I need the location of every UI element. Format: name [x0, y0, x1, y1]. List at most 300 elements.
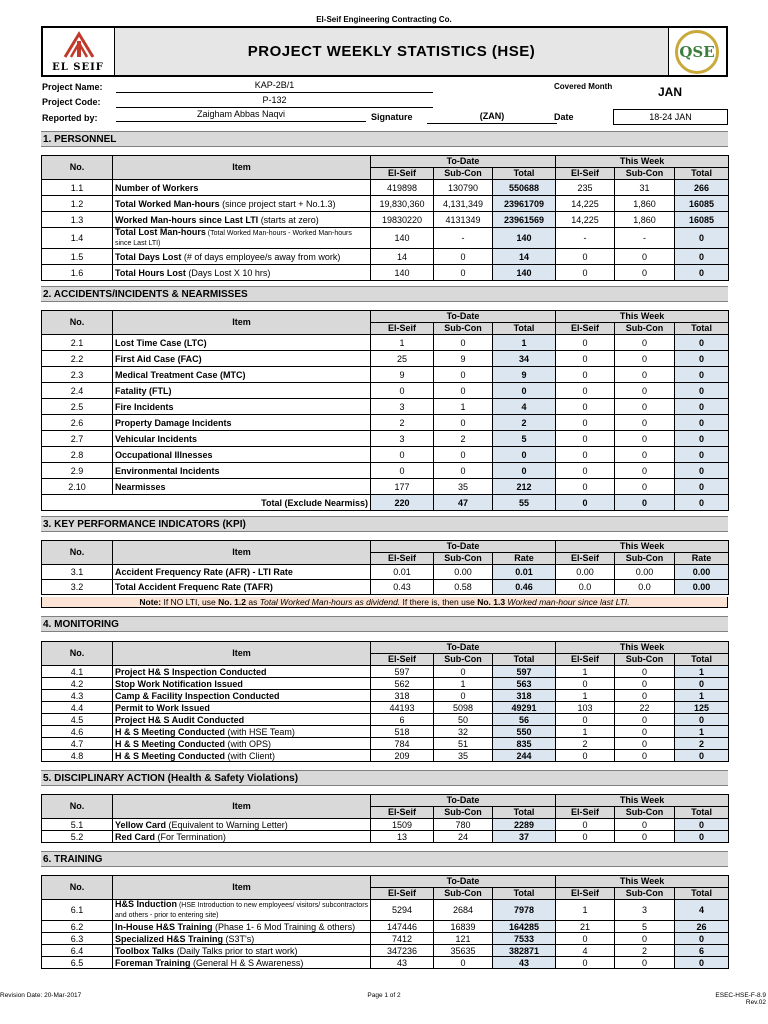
row-item: [113, 750, 371, 762]
doc-code: [715, 992, 766, 1006]
item-note: (For Termination): [155, 831, 226, 842]
todate-subcon: 16839: [434, 921, 493, 933]
week-total: 0: [675, 335, 729, 351]
week-elseif: -: [556, 228, 615, 249]
todate-elseif: 562: [371, 678, 434, 690]
week-subcon: 0: [615, 690, 675, 702]
week-subcon: 0: [615, 463, 675, 479]
row-number: 6.5: [42, 957, 113, 969]
item-bold: Nearmisses: [115, 481, 166, 492]
todate-subcon: -: [434, 228, 493, 249]
todate-elseif: 0.43: [371, 580, 434, 595]
total-header-week: Total: [675, 888, 729, 900]
todate-elseif: 0.01: [371, 565, 434, 580]
doc-number: ESEC-HSE-F-8.9: [715, 992, 766, 999]
section-training-title: 6. TRAINING: [41, 851, 728, 867]
week-total: 16085: [675, 212, 729, 228]
table-header-row: [42, 541, 729, 553]
todate-subcon: 0.00: [434, 565, 493, 580]
week-elseif: 0: [556, 399, 615, 415]
total-value: 220: [371, 495, 434, 511]
monitoring-table: [41, 641, 729, 762]
subcon-header-week: Sub-Con: [615, 553, 675, 565]
todate-total: 37: [493, 831, 556, 843]
rate-header-todate: Rate: [493, 553, 556, 565]
week-elseif: 0: [556, 957, 615, 969]
item-small-note: (HSE Introduction to new employees/ visitors/ subcontractors and others - prior to entering site): [115, 902, 369, 919]
thisweek-header: This Week: [556, 541, 729, 553]
item-header: Item: [113, 876, 371, 900]
row-number: 4.1: [42, 666, 113, 678]
table-row: [42, 690, 729, 702]
item-bold: Project H& S Inspection Conducted: [115, 666, 267, 677]
week-elseif: 0: [556, 265, 615, 281]
table-row: [42, 335, 729, 351]
todate-elseif: 209: [371, 750, 434, 762]
item-bold: Camp & Facility Inspection Conducted: [115, 690, 280, 701]
todate-total: 140: [493, 265, 556, 281]
table-row: [42, 957, 729, 969]
row-number: 1.2: [42, 196, 113, 212]
kpi-note: [41, 597, 728, 608]
todate-elseif: 13: [371, 831, 434, 843]
row-item: [113, 415, 371, 431]
subcon-header-week: Sub-Con: [615, 168, 675, 180]
week-total: 1: [675, 690, 729, 702]
week-subcon: 0: [615, 367, 675, 383]
week-subcon: 22: [615, 702, 675, 714]
row-item: [113, 690, 371, 702]
todate-total: 4: [493, 399, 556, 415]
week-subcon: 0: [615, 383, 675, 399]
item-bold: Environmental Incidents: [115, 465, 220, 476]
todate-subcon: 0: [434, 415, 493, 431]
todate-total: 835: [493, 738, 556, 750]
week-total: 0: [675, 933, 729, 945]
table-row: [42, 249, 729, 265]
table-row: [42, 900, 729, 921]
todate-elseif: 6: [371, 714, 434, 726]
item-bold: Occupational Illnesses: [115, 449, 213, 460]
todate-elseif: 1: [371, 335, 434, 351]
todate-subcon: 50: [434, 714, 493, 726]
table-row: [42, 580, 729, 595]
todate-total: 2: [493, 415, 556, 431]
row-number: 4.3: [42, 690, 113, 702]
week-subcon: 0: [615, 726, 675, 738]
company-name: El-Seif Engineering Contracting Co.: [316, 15, 452, 24]
week-total: 0: [675, 463, 729, 479]
todate-elseif: 3: [371, 399, 434, 415]
row-number: 4.2: [42, 678, 113, 690]
todate-subcon: 0: [434, 690, 493, 702]
todate-total: 14: [493, 249, 556, 265]
row-item: [113, 831, 371, 843]
row-item: [113, 580, 371, 595]
subcon-header-todate: Sub-Con: [434, 323, 493, 335]
row-item: [113, 702, 371, 714]
todate-total: 0: [493, 383, 556, 399]
row-item: [113, 945, 371, 957]
elseif-header-week: El-Seif: [556, 323, 615, 335]
week-total: 4: [675, 900, 729, 921]
project-code-value: P-132: [116, 95, 433, 108]
week-total: 0: [675, 249, 729, 265]
week-subcon: 1,860: [615, 196, 675, 212]
todate-header: To-Date: [371, 541, 556, 553]
table-row: [42, 479, 729, 495]
row-number: 6.2: [42, 921, 113, 933]
qse-seal-icon: [675, 30, 719, 74]
item-bold: Medical Treatment Case (MTC): [115, 369, 246, 380]
table-header-row: [42, 311, 729, 323]
todate-subcon: 4,131,349: [434, 196, 493, 212]
week-total: 0: [675, 957, 729, 969]
project-name-label: Project Name:: [42, 82, 103, 92]
todate-subcon: 35: [434, 479, 493, 495]
week-subcon: 0: [615, 479, 675, 495]
item-bold: H & S Meeting Conducted: [115, 750, 225, 761]
item-note: (S3T's): [223, 933, 255, 944]
week-elseif: 0: [556, 750, 615, 762]
todate-total: 550: [493, 726, 556, 738]
todate-elseif: 25: [371, 351, 434, 367]
week-subcon: 0: [615, 819, 675, 831]
item-bold: Total Accident Frequenc Rate (TAFR): [115, 582, 273, 592]
week-total: 0: [675, 265, 729, 281]
elseif-header-todate: El-Seif: [371, 654, 434, 666]
item-note: (General H & S Awareness): [190, 957, 304, 968]
week-elseif: 21: [556, 921, 615, 933]
item-bold: Project H& S Audit Conducted: [115, 714, 245, 725]
doc-revision: Rev.02: [745, 999, 766, 1006]
todate-total: 0: [493, 447, 556, 463]
subcon-header-week: Sub-Con: [615, 323, 675, 335]
table-row: [42, 738, 729, 750]
total-header-todate: Total: [493, 654, 556, 666]
todate-total: 7978: [493, 900, 556, 921]
row-item: [113, 714, 371, 726]
todate-elseif: 177: [371, 479, 434, 495]
total-value: 0: [615, 495, 675, 511]
item-bold: Number of Workers: [115, 182, 199, 193]
item-note: (Phase 1- 6 Mod Training & others): [212, 921, 356, 932]
row-item: [113, 479, 371, 495]
week-total: 0: [675, 750, 729, 762]
row-number: 5.2: [42, 831, 113, 843]
row-item: [113, 399, 371, 415]
todate-elseif: 347236: [371, 945, 434, 957]
week-subcon: 0: [615, 431, 675, 447]
table-row: [42, 933, 729, 945]
week-elseif: 0: [556, 463, 615, 479]
row-item: [113, 228, 371, 249]
item-note: (with Client): [225, 750, 276, 761]
todate-subcon: 0: [434, 447, 493, 463]
todate-subcon: 0: [434, 249, 493, 265]
elseif-header-week: El-Seif: [556, 168, 615, 180]
row-number: 4.7: [42, 738, 113, 750]
item-bold: Lost Time Case (LTC): [115, 337, 207, 348]
no-header: No.: [42, 541, 113, 565]
row-number: 1.1: [42, 180, 113, 196]
row-item: [113, 900, 371, 921]
item-bold: Total Lost Man-hours: [115, 227, 206, 237]
signature-label: Signature: [371, 112, 413, 122]
week-total: 0: [675, 415, 729, 431]
page-title: PROJECT WEEKLY STATISTICS (HSE): [247, 43, 536, 60]
week-subcon: 5: [615, 921, 675, 933]
project-code-label: Project Code:: [42, 97, 101, 107]
item-bold: H&S Induction: [115, 899, 177, 909]
todate-total: 550688: [493, 180, 556, 196]
section-personnel-title: 1. PERSONNEL: [41, 131, 728, 147]
row-number: 1.6: [42, 265, 113, 281]
row-item: [113, 431, 371, 447]
week-subcon: 0: [615, 831, 675, 843]
item-header: Item: [113, 156, 371, 180]
week-elseif: 0: [556, 367, 615, 383]
thisweek-header: This Week: [556, 642, 729, 654]
week-elseif: 0.00: [556, 565, 615, 580]
total-header-week: Total: [675, 168, 729, 180]
total-value: 0: [556, 495, 615, 511]
todate-subcon: 0: [434, 367, 493, 383]
row-item: [113, 726, 371, 738]
table-row: [42, 750, 729, 762]
todate-subcon: 2684: [434, 900, 493, 921]
row-number: 3.1: [42, 565, 113, 580]
row-number: 4.4: [42, 702, 113, 714]
item-bold: Specialized H&S Training: [115, 933, 224, 944]
item-note: (Days Lost X 10 hrs): [185, 267, 271, 278]
subcon-header-week: Sub-Con: [615, 888, 675, 900]
row-item: [113, 738, 371, 750]
reported-by-value: Zaigham Abbas Naqvi: [116, 109, 366, 122]
item-note: (with HSE Team): [225, 726, 295, 737]
week-total: 0: [675, 431, 729, 447]
note-text-5: Worked man-hour since last LTI.: [505, 597, 630, 607]
no-header: No.: [42, 876, 113, 900]
table-row: [42, 212, 729, 228]
todate-total: 140: [493, 228, 556, 249]
week-subcon: 0: [615, 750, 675, 762]
thisweek-header: This Week: [556, 876, 729, 888]
week-subcon: 0: [615, 399, 675, 415]
row-item: [113, 447, 371, 463]
item-bold: Total Worked Man-hours: [115, 198, 220, 209]
kpi-table: [41, 540, 729, 595]
item-bold: Vehicular Incidents: [115, 433, 198, 444]
todate-elseif: 14: [371, 249, 434, 265]
elseif-header-todate: El-Seif: [371, 553, 434, 565]
training-table: [41, 875, 729, 969]
todate-subcon: 35: [434, 750, 493, 762]
week-elseif: 0: [556, 678, 615, 690]
table-row: [42, 383, 729, 399]
report-header: [41, 26, 728, 77]
table-header-row: [42, 795, 729, 807]
total-header-todate: Total: [493, 323, 556, 335]
row-number: 6.4: [42, 945, 113, 957]
table-row: [42, 180, 729, 196]
item-note: (# of days employee/s away from work): [181, 251, 341, 262]
table-row: [42, 714, 729, 726]
row-number: 2.4: [42, 383, 113, 399]
todate-subcon: 121: [434, 933, 493, 945]
section-kpi-title: 3. KEY PERFORMANCE INDICATORS (KPI): [41, 516, 728, 532]
subcon-header-week: Sub-Con: [615, 807, 675, 819]
item-note: (Daily Talks prior to start work): [174, 945, 298, 956]
todate-header: To-Date: [371, 156, 556, 168]
todate-total: 5: [493, 431, 556, 447]
row-item: [113, 933, 371, 945]
week-elseif: 0: [556, 479, 615, 495]
covered-month-label: Covered Month: [554, 82, 613, 91]
week-total: 0: [675, 351, 729, 367]
table-row: [42, 945, 729, 957]
week-subcon: 0: [615, 249, 675, 265]
week-elseif: 0.0: [556, 580, 615, 595]
week-elseif: 0: [556, 415, 615, 431]
note-text-2: as: [245, 597, 260, 607]
item-bold: Accident Frequency Rate (AFR) - LTI Rate: [115, 567, 293, 577]
todate-subcon: 780: [434, 819, 493, 831]
week-elseif: 103: [556, 702, 615, 714]
elseif-header-todate: El-Seif: [371, 807, 434, 819]
subcon-header-todate: Sub-Con: [434, 807, 493, 819]
week-elseif: 0: [556, 831, 615, 843]
week-elseif: 0: [556, 351, 615, 367]
project-name-row: [41, 80, 728, 99]
row-number: 6.1: [42, 900, 113, 921]
week-elseif: 0: [556, 335, 615, 351]
row-item: [113, 565, 371, 580]
table-row: [42, 463, 729, 479]
week-elseif: 0: [556, 249, 615, 265]
week-subcon: 0: [615, 335, 675, 351]
todate-total: 23961569: [493, 212, 556, 228]
item-bold: Total Hours Lost: [115, 267, 186, 278]
row-number: 2.10: [42, 479, 113, 495]
row-number: 2.1: [42, 335, 113, 351]
total-header-todate: Total: [493, 807, 556, 819]
week-elseif: 14,225: [556, 212, 615, 228]
todate-total: 164285: [493, 921, 556, 933]
todate-elseif: 419898: [371, 180, 434, 196]
table-row: [42, 447, 729, 463]
date-value: 18-24 JAN: [613, 109, 728, 125]
todate-elseif: 0: [371, 447, 434, 463]
week-total: 125: [675, 702, 729, 714]
row-item: [113, 249, 371, 265]
no-header: No.: [42, 795, 113, 819]
todate-total: 318: [493, 690, 556, 702]
elseif-header-todate: El-Seif: [371, 323, 434, 335]
todate-elseif: 43: [371, 957, 434, 969]
item-note: (with OPS): [225, 738, 272, 749]
total-header-week: Total: [675, 807, 729, 819]
row-item: [113, 957, 371, 969]
note-ref-1: No. 1.2: [218, 597, 246, 607]
todate-elseif: 7412: [371, 933, 434, 945]
week-subcon: 0: [615, 957, 675, 969]
item-bold: Foreman Training: [115, 957, 191, 968]
week-total: 0: [675, 479, 729, 495]
week-subcon: -: [615, 228, 675, 249]
week-total: 0: [675, 228, 729, 249]
week-total: 16085: [675, 196, 729, 212]
row-item: [113, 463, 371, 479]
thisweek-header: This Week: [556, 311, 729, 323]
item-header: Item: [113, 795, 371, 819]
todate-elseif: 1509: [371, 819, 434, 831]
todate-subcon: 0: [434, 463, 493, 479]
week-total: 0: [675, 367, 729, 383]
week-elseif: 14,225: [556, 196, 615, 212]
item-bold: Fire Incidents: [115, 401, 174, 412]
table-row: [42, 702, 729, 714]
todate-elseif: 0: [371, 383, 434, 399]
week-subcon: 3: [615, 900, 675, 921]
row-item: [113, 383, 371, 399]
week-elseif: 4: [556, 945, 615, 957]
todate-total: 2289: [493, 819, 556, 831]
week-subcon: 0: [615, 265, 675, 281]
todate-elseif: 597: [371, 666, 434, 678]
week-total: 0: [675, 819, 729, 831]
note-ref-2: No. 1.3: [477, 597, 506, 607]
subcon-header-todate: Sub-Con: [434, 888, 493, 900]
week-total: 26: [675, 921, 729, 933]
row-number: 1.4: [42, 228, 113, 249]
row-number: 2.2: [42, 351, 113, 367]
todate-subcon: 0.58: [434, 580, 493, 595]
week-total: 0: [675, 447, 729, 463]
todate-subcon: 9: [434, 351, 493, 367]
week-elseif: 0: [556, 383, 615, 399]
todate-subcon: 130790: [434, 180, 493, 196]
week-subcon: 0.00: [615, 565, 675, 580]
todate-elseif: 784: [371, 738, 434, 750]
todate-total: 212: [493, 479, 556, 495]
row-item: [113, 212, 371, 228]
note-label: Note:: [139, 597, 162, 607]
todate-subcon: 0: [434, 957, 493, 969]
week-elseif: 1: [556, 726, 615, 738]
table-row: [42, 831, 729, 843]
table-row: [42, 921, 729, 933]
todate-subcon: 1: [434, 678, 493, 690]
week-elseif: 1: [556, 666, 615, 678]
row-number: 4.8: [42, 750, 113, 762]
todate-subcon: 35635: [434, 945, 493, 957]
todate-subcon: 2: [434, 431, 493, 447]
todate-elseif: 3: [371, 431, 434, 447]
item-bold: Fatality (FTL): [115, 385, 172, 396]
elseif-logo-icon: [61, 31, 97, 59]
todate-subcon: 4131349: [434, 212, 493, 228]
project-name-value: KAP-2B/1: [116, 80, 433, 93]
row-item: [113, 196, 371, 212]
total-header-week: Total: [675, 323, 729, 335]
qse-logo: [668, 28, 726, 75]
item-header: Item: [113, 311, 371, 335]
item-note: (since project start + No.1.3): [219, 198, 336, 209]
table-row: [42, 819, 729, 831]
todate-total: 382871: [493, 945, 556, 957]
todate-total: 0.01: [493, 565, 556, 580]
